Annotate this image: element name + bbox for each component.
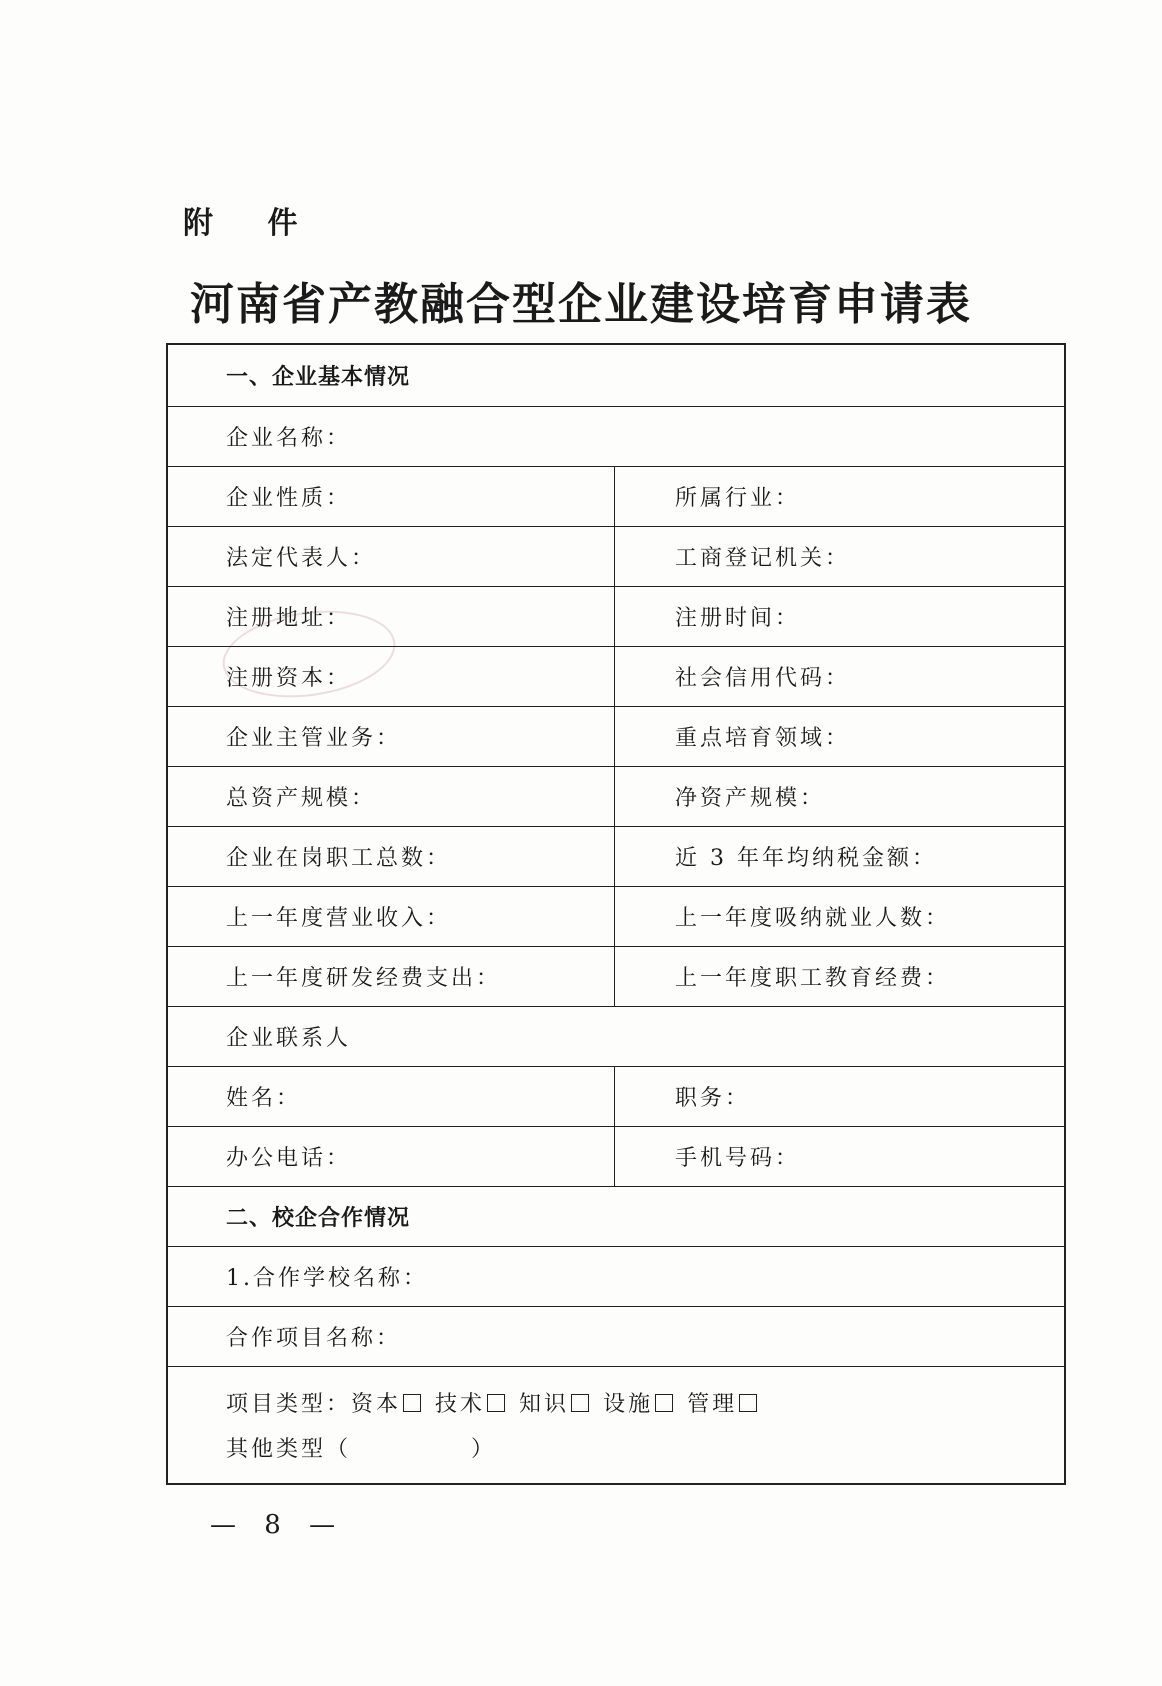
form-row xyxy=(168,646,1064,706)
application-form-table xyxy=(166,343,1066,1485)
main-business-field[interactable]: 企业主管业务： xyxy=(168,707,615,766)
employment-absorbed-field[interactable]: 上一年度吸纳就业人数： xyxy=(675,906,951,931)
registered-capital-field[interactable]: 注册资本： xyxy=(168,647,615,706)
section-2-title: 二、校企合作情况 xyxy=(226,1206,411,1231)
registration-date-field[interactable]: 注册时间： xyxy=(675,606,801,631)
form-row xyxy=(168,586,1064,646)
page-title: 河南省产教融合型企业建设培育申请表 xyxy=(190,279,972,330)
rd-expense-field[interactable]: 上一年度研发经费支出： xyxy=(168,947,615,1006)
checkbox-icon[interactable] xyxy=(571,1394,589,1412)
project-type-label: 项目类型： xyxy=(226,1392,352,1417)
checkbox-icon[interactable] xyxy=(403,1394,421,1412)
credit-code-field[interactable]: 社会信用代码： xyxy=(675,666,851,691)
other-type-close: ） xyxy=(471,1437,497,1462)
school-name-row xyxy=(168,1246,1064,1306)
section-1-header-row xyxy=(168,345,1064,406)
education-expense-field[interactable]: 上一年度职工教育经费： xyxy=(675,966,951,991)
industry-field[interactable]: 所属行业： xyxy=(675,486,801,511)
project-type-cell xyxy=(168,1367,1064,1483)
revenue-field[interactable]: 上一年度营业收入： xyxy=(168,887,615,946)
legal-representative-field[interactable]: 法定代表人： xyxy=(168,527,615,586)
form-row xyxy=(168,706,1064,766)
net-assets-field[interactable]: 净资产规模： xyxy=(675,786,826,811)
type-technology-option[interactable] xyxy=(435,1387,505,1418)
total-employees-field[interactable]: 企业在岗职工总数： xyxy=(168,827,615,886)
section-2-header-row xyxy=(168,1186,1064,1246)
checkbox-icon[interactable] xyxy=(655,1394,673,1412)
contact-title: 企业联系人 xyxy=(226,1026,352,1051)
project-type-options xyxy=(226,1387,771,1418)
company-type-field[interactable]: 企业性质： xyxy=(168,467,615,526)
office-phone-field[interactable]: 办公电话： xyxy=(168,1127,615,1186)
contact-position-field[interactable]: 职务： xyxy=(675,1086,751,1111)
mobile-phone-field[interactable]: 手机号码： xyxy=(675,1146,801,1171)
section-1-title: 一、企业基本情况 xyxy=(226,365,411,390)
type-label: 资本 xyxy=(351,1392,402,1417)
registration-authority-field[interactable]: 工商登记机关： xyxy=(675,546,851,571)
project-name-row xyxy=(168,1306,1064,1366)
contact-name-field[interactable]: 姓名： xyxy=(168,1067,615,1126)
form-row xyxy=(168,946,1064,1006)
type-label: 知识 xyxy=(519,1392,570,1417)
company-name-row xyxy=(168,406,1064,466)
school-name-field[interactable]: 1.合作学校名称： xyxy=(226,1266,428,1291)
total-assets-field[interactable]: 总资产规模： xyxy=(168,767,615,826)
avg-tax-field[interactable]: 近 3 年年均纳税金额： xyxy=(675,846,937,871)
contact-header-row xyxy=(168,1006,1064,1066)
registered-address-field[interactable]: 注册地址： xyxy=(168,587,615,646)
other-type-line xyxy=(226,1432,496,1463)
type-facility-option[interactable] xyxy=(603,1387,673,1418)
project-name-field[interactable]: 合作项目名称： xyxy=(226,1326,402,1351)
other-type-label: 其他类型（ xyxy=(226,1437,352,1462)
key-cultivation-field[interactable]: 重点培育领域： xyxy=(675,726,851,751)
checkbox-icon[interactable] xyxy=(487,1394,505,1412)
attachment-label: 附 件 xyxy=(183,206,320,241)
form-row xyxy=(168,1126,1064,1186)
company-name-field[interactable]: 企业名称： xyxy=(226,426,352,451)
form-row xyxy=(168,886,1064,946)
type-label: 技术 xyxy=(435,1392,486,1417)
type-label: 设施 xyxy=(603,1392,654,1417)
form-row xyxy=(168,1066,1064,1126)
type-label: 管理 xyxy=(687,1392,738,1417)
form-row xyxy=(168,766,1064,826)
form-row xyxy=(168,826,1064,886)
project-type-row xyxy=(168,1366,1064,1483)
form-row xyxy=(168,526,1064,586)
checkbox-icon[interactable] xyxy=(739,1394,757,1412)
page-number: — 8 — xyxy=(210,1510,346,1540)
type-capital-option[interactable] xyxy=(351,1387,421,1418)
type-knowledge-option[interactable] xyxy=(519,1387,589,1418)
form-row xyxy=(168,466,1064,526)
type-management-option[interactable] xyxy=(687,1387,757,1418)
